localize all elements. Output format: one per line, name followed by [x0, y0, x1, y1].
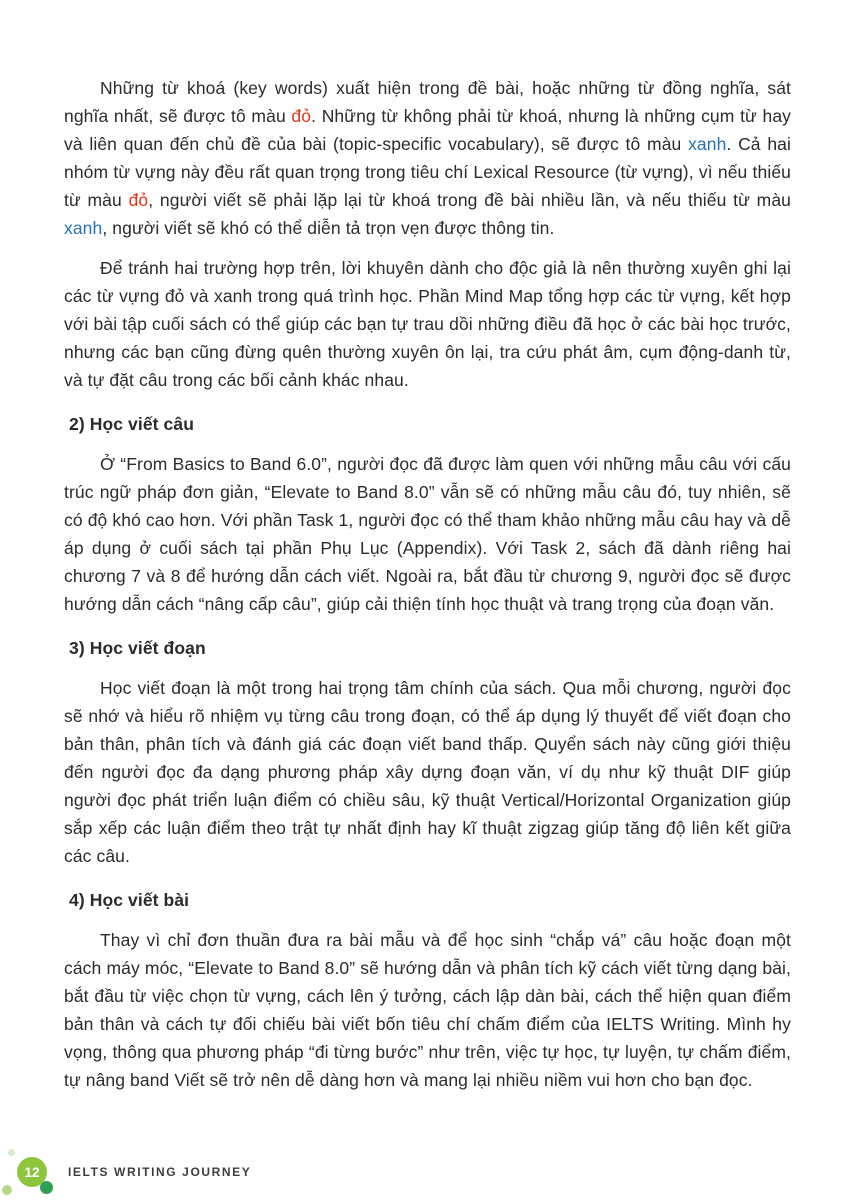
body-text: Những từ khoá (key words) xuất hiện trong đề bài, hoặc những từ đồng nghĩa, sát nghĩa nhất, sẽ được tô màu	[64, 78, 791, 126]
body-text: Ở “From Basics to Band 6.0”, người đọc đã được làm quen với những mẫu câu với cấu trúc ngữ pháp đơn giản, “Elevate to Band 8.0” vẫn sẽ có những mẫu câu đó, tuy nhiên, sẽ có độ khó cao hơn. Với phần Task 1, người đọc có thể tham khảo những mẫu câu hay và dễ áp dụng ở cuối sách tại phần Phụ Lục (Appendix). Với Task 2, sách đã dành riêng hai chương 7 và 8 để hướng dẫn cách viết. Ngoài ra, bắt đầu từ chương 9, người đọc sẽ được hướng dẫn cách “nâng cấp câu”, giúp cải thiện tính học thuật và trang trọng của đoạn văn.	[64, 454, 791, 614]
body-text: , người viết sẽ khó có thể diễn tả trọn vẹn được thông tin.	[102, 218, 555, 238]
footer-book-title: IELTS WRITING JOURNEY	[68, 1165, 252, 1179]
body-text: . Cả hai nhóm từ vựng này đều rất quan trọng trong tiêu chí Lexical Resource (từ vựng), vì nếu thiếu từ màu	[64, 134, 791, 210]
section-heading: 4) Học viết bài	[69, 890, 190, 910]
paragraph	[64, 74, 791, 242]
page-content	[64, 74, 791, 1106]
keyword-red-text: đỏ	[128, 190, 149, 210]
topic-blue-text: xanh	[64, 218, 103, 238]
page-number: 12	[24, 1164, 40, 1180]
topic-blue-text: xanh	[688, 134, 727, 154]
page-footer	[0, 1148, 855, 1200]
body-text: Học viết đoạn là một trong hai trọng tâm chính của sách. Qua mỗi chương, người đọc sẽ nhớ và hiểu rõ nhiệm vụ từng câu trong đoạn, có thể áp dụng lý thuyết để viết đoạn cho bản thân, phân tích và đánh giá các đoạn viết band thấp. Quyển sách này cũng giới thiệu đến người đọc đa dạng phương pháp xây dựng đoạn văn, ví dụ như kỹ thuật DIF giúp người đọc phát triển luận điểm có chiều sâu, kỹ thuật Vertical/Horizontal Organization giúp sắp xếp các luận điểm theo trật tự nhất định hay kĩ thuật zigzag giúp tăng độ liên kết giữa các câu.	[64, 678, 791, 866]
paragraph	[64, 450, 791, 618]
paragraph	[64, 254, 791, 394]
body-text: Để tránh hai trường hợp trên, lời khuyên dành cho độc giả là nên thường xuyên ghi lại các từ vựng đỏ và xanh trong quá trình học. Phần Mind Map tổng hợp các từ vựng, kết hợp với bài tập cuối sách có thể giúp các bạn tự trau dồi những điều đã học ở các bài học trước, nhưng các bạn cũng đừng quên thường xuyên ôn lại, tra cứu phát âm, cụm động-danh từ, và tự đặt câu trong các bối cảnh khác nhau.	[64, 258, 791, 390]
section-heading: 2) Học viết câu	[69, 414, 195, 434]
body-text: , người viết sẽ phải lặp lại từ khoá trong đề bài nhiều lần, và nếu thiếu từ màu	[148, 190, 791, 210]
body-text: . Những từ không phải từ khoá, nhưng là những cụm từ hay và liên quan đến chủ đề của bài (topic-specific vocabulary), sẽ được tô màu	[64, 106, 791, 154]
section-heading: 3) Học viết đoạn	[69, 638, 206, 658]
keyword-red-text: đỏ	[291, 106, 312, 126]
decor-dot-light-icon	[2, 1185, 12, 1195]
paragraph	[64, 674, 791, 870]
page-number-badge	[17, 1157, 47, 1187]
body-text: Thay vì chỉ đơn thuần đưa ra bài mẫu và để học sinh “chắp vá” câu hoặc đoạn một cách máy móc, “Elevate to Band 8.0” sẽ hướng dẫn và phân tích kỹ cách viết từng dạng bài, bắt đầu từ việc chọn từ vựng, cách lên ý tưởng, cách lập dàn bài, cách thể hiện quan điểm bản thân và cách tự đối chiếu bài viết bốn tiêu chí chấm điểm của IELTS Writing. Mình hy vọng, thông qua phương pháp “đi từng bước” như trên, việc tự học, tự luyện, tự chấm điểm, tự nâng band Viết sẽ trở nên dễ dàng hơn và mang lại nhiều niềm vui hơn cho bạn đọc.	[64, 930, 791, 1090]
decor-dot-pale-icon	[8, 1149, 15, 1156]
paragraph	[64, 926, 791, 1094]
